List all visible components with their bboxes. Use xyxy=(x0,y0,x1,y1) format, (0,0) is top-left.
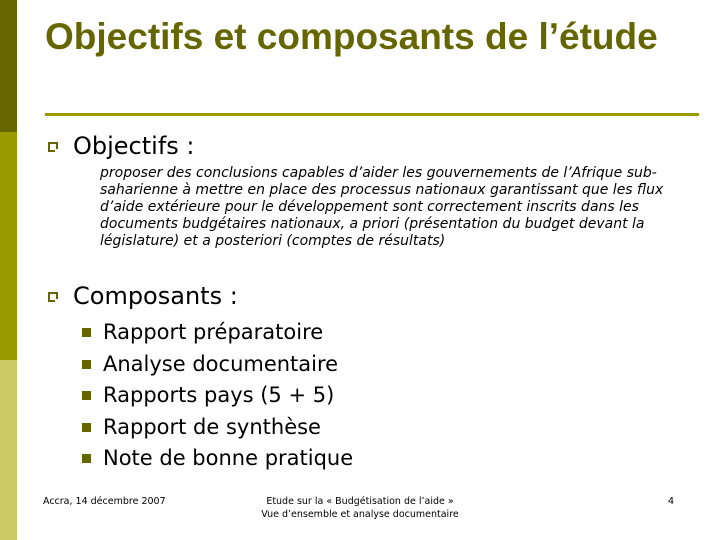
footer-title xyxy=(220,495,500,521)
list-item-label: Rapport préparatoire xyxy=(103,320,324,344)
slide-title: Objectifs et composants de l’étude xyxy=(45,16,658,57)
square-bullet-icon xyxy=(48,292,58,302)
filled-square-bullet-icon xyxy=(82,423,91,432)
filled-square-bullet-icon xyxy=(82,454,91,463)
list-item-label: Analyse documentaire xyxy=(103,351,339,376)
footer-title-line2: Vue d’ensemble et analyse documentaire xyxy=(261,509,459,520)
page-number: 4 xyxy=(668,496,675,507)
objectifs-heading: Objectifs : xyxy=(73,132,195,160)
composants-heading: Composants : xyxy=(73,282,238,310)
accent-bar-top xyxy=(0,0,17,132)
footer-title-line1: Etude sur la « Budgétisation de l’aide » xyxy=(266,496,454,507)
list-item-label: Rapport de synthèse xyxy=(103,414,321,439)
filled-square-bullet-icon xyxy=(82,328,91,337)
objectifs-text: proposer des conclusions capables d’aider les gouvernements de l’Afrique sub-saharienne à mettre en place des processus nationaux garantissant que les flux d’aide extérieure pour le développement sont correctement inscrits dans les documents budgétaires nationaux, a priori (présentation du budget devant la législature) et a posteriori (comptes de résultats) xyxy=(100,165,664,249)
accent-bar-middle xyxy=(0,132,17,360)
square-bullet-icon xyxy=(48,142,58,152)
footer-date: Accra, 14 décembre 2007 xyxy=(43,496,166,507)
list-item-label: Rapports pays (5 + 5) xyxy=(103,383,335,408)
list-item-label: Note de bonne pratique xyxy=(103,446,354,471)
title-divider xyxy=(45,113,699,116)
filled-square-bullet-icon xyxy=(82,360,91,369)
accent-bar-bottom xyxy=(0,360,17,540)
filled-square-bullet-icon xyxy=(82,391,91,400)
